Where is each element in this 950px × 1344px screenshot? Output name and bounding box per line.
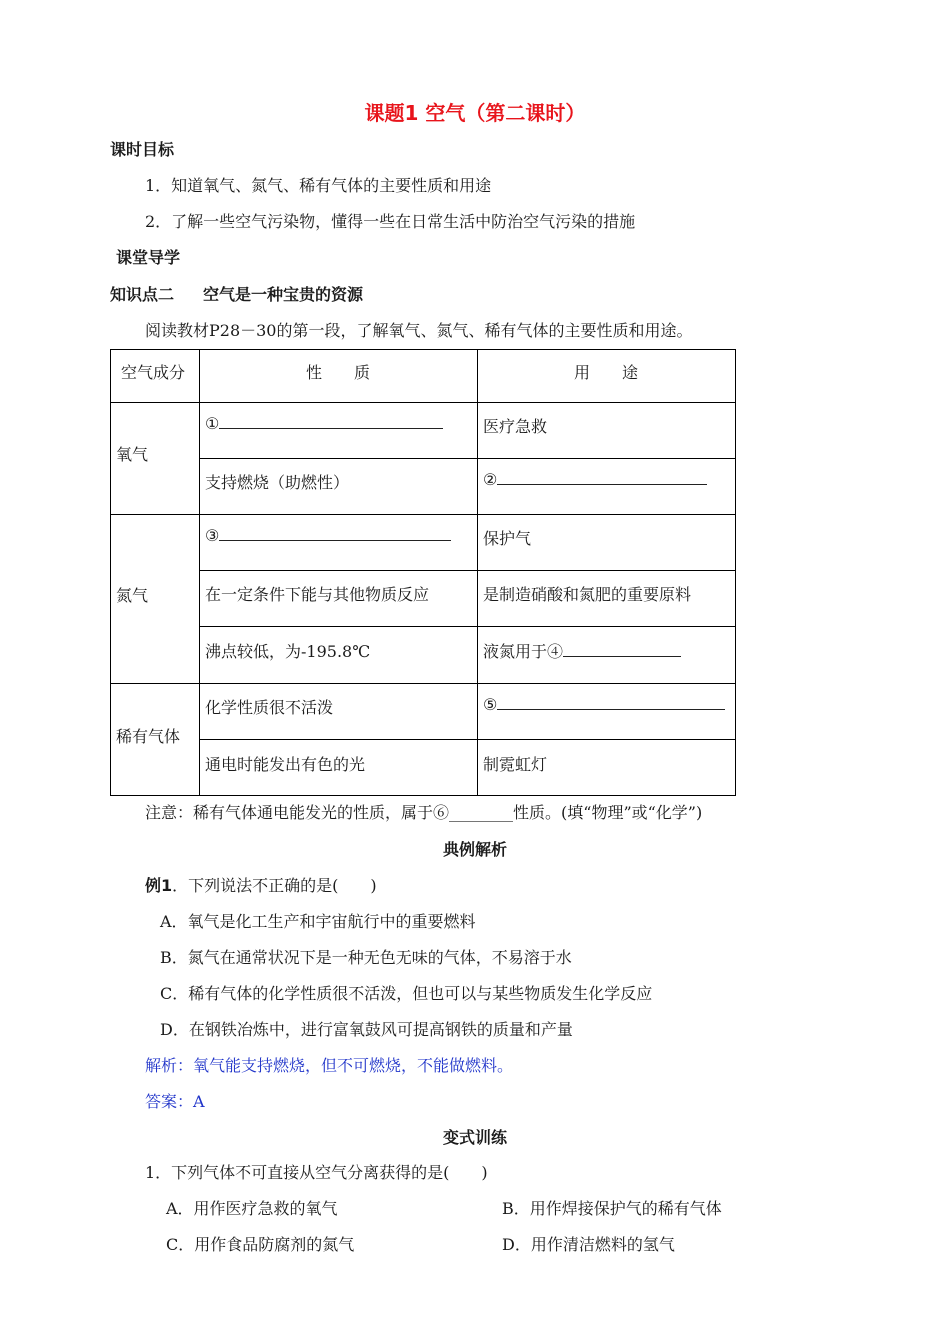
header-component: 空气成分 — [121, 363, 186, 382]
blank-6[interactable]: ________ — [449, 803, 514, 822]
group-oxygen: 氧气 — [116, 445, 149, 464]
nitrogen-property-1: ③ — [205, 526, 451, 545]
nitrogen-property-2: 在一定条件下能与其他物质反应 — [205, 585, 430, 604]
group-noble-gas: 稀有气体 — [116, 727, 181, 746]
example-answer: 答案：A — [145, 1092, 205, 1111]
noble-use-1: ⑤ — [483, 695, 725, 714]
page-title: 课题1 空气（第二课时） — [364, 101, 586, 125]
nitrogen-use-3: 液氮用于④ — [483, 639, 681, 662]
properties-table — [110, 349, 736, 796]
example-option-c: C．稀有气体的化学性质很不活泼，但也可以与某些物质发生化学反应 — [160, 984, 653, 1003]
blank-3[interactable] — [219, 526, 451, 541]
oxygen-use-2: ② — [483, 470, 707, 489]
example-heading: 典例解析 — [442, 840, 507, 859]
nitrogen-property-3: 沸点较低，为-195.8℃ — [205, 642, 371, 661]
noble-property-2: 通电时能发出有色的光 — [205, 755, 366, 774]
header-property: 性 质 — [305, 363, 370, 382]
example-analysis: 解析：氧气能支持燃烧，但不可燃烧，不能做燃料。 — [145, 1056, 514, 1075]
objective-item-1: 1．知道氧气、氮气、稀有气体的主要性质和用途 — [145, 176, 492, 195]
practice-question: 1．下列气体不可直接从空气分离获得的是( ) — [145, 1163, 488, 1182]
blank-5[interactable] — [497, 695, 725, 710]
knowledge-point-title: 空气是一种宝贵的资源 — [203, 285, 364, 304]
objectives-heading: 课时目标 — [110, 140, 175, 159]
practice-option-a: A．用作医疗急救的氧气 — [166, 1199, 338, 1218]
oxygen-property-2: 支持燃烧（助燃性） — [205, 473, 350, 492]
example-option-a: A．氧气是化工生产和宇宙航行中的重要燃料 — [160, 912, 476, 931]
practice-heading: 变式训练 — [442, 1128, 507, 1147]
group-nitrogen: 氮气 — [116, 586, 149, 605]
blank-2[interactable] — [497, 470, 707, 485]
noble-use-2: 制霓虹灯 — [483, 755, 548, 774]
note: 注意：稀有气体通电能发光的性质，属于⑥________性质。(填“物理”或“化学”) — [145, 803, 703, 822]
nitrogen-use-2: 是制造硝酸和氮肥的重要原料 — [483, 585, 692, 604]
guide-heading: 课堂导学 — [116, 248, 181, 267]
oxygen-property-1: ① — [205, 414, 443, 433]
nitrogen-use-1: 保护气 — [483, 529, 532, 548]
knowledge-point-instruction: 阅读教材P28－30的第一段，了解氧气、氮气、稀有气体的主要性质和用途。 — [145, 321, 693, 340]
objective-item-2: 2．了解一些空气污染物，懂得一些在日常生活中防治空气污染的措施 — [145, 212, 636, 231]
blank-4[interactable] — [563, 642, 681, 657]
example-option-d: D．在钢铁冶炼中，进行富氧鼓风可提高钢铁的质量和产量 — [160, 1020, 573, 1039]
practice-option-c: C．用作食品防腐剂的氮气 — [166, 1235, 355, 1254]
practice-option-d: D．用作清洁燃料的氢气 — [502, 1235, 675, 1254]
noble-property-1: 化学性质很不活泼 — [205, 698, 334, 717]
knowledge-point-label: 知识点二 — [110, 285, 175, 304]
example-question: 例1．下列说法不正确的是( ) — [145, 876, 377, 895]
practice-option-b: B．用作焊接保护气的稀有气体 — [502, 1199, 722, 1218]
example-option-b: B．氮气在通常状况下是一种无色无味的气体，不易溶于水 — [160, 948, 572, 967]
oxygen-use-1: 医疗急救 — [483, 417, 548, 436]
blank-1[interactable] — [219, 414, 443, 429]
header-use: 用 途 — [573, 363, 638, 382]
